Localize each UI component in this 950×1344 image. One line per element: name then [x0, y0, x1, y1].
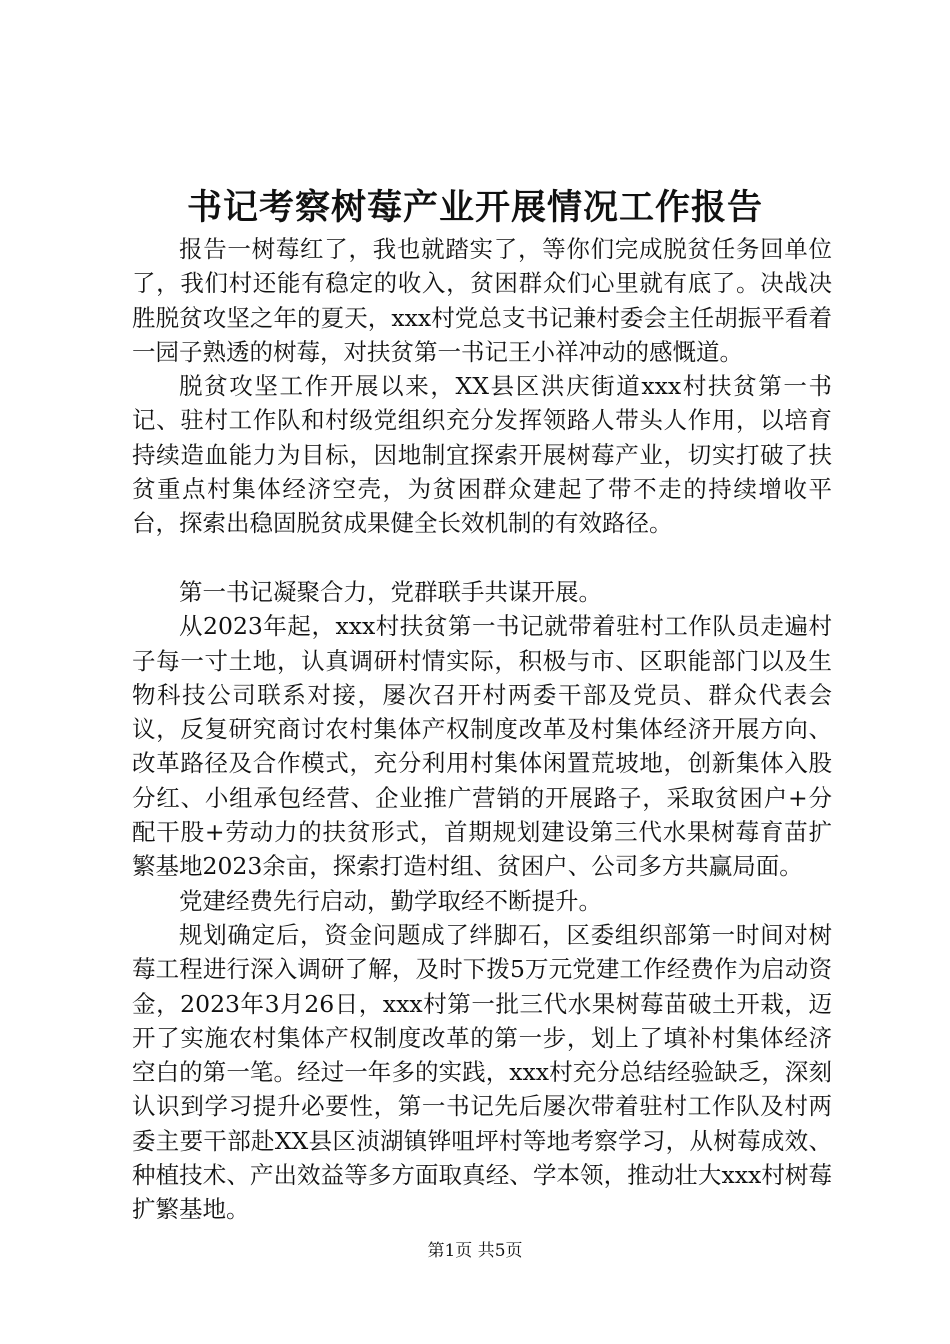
section-heading-1: 第一书记凝聚合力，党群联手共谋开展。	[179, 577, 602, 606]
document-title: 书记考察树莓产业开展情况工作报告	[186, 187, 763, 228]
paragraph-overview: 脱贫攻坚工作开展以来，XX县区洪庆街道xxx村扶贫第一书记、驻村工作队和村级党组织充分发挥领路人带头人作用，以培育持续造血能力为目标，因地制宜探索开展树莓产业，切实打破了扶贫重点村集体经济空壳，为贫困群众建起了带不走的持续增收平台，探索出稳固脱贫成果健全长效机制的有效路径。	[132, 372, 832, 538]
section-heading-2: 党建经费先行启动，勤学取经不断提升。	[179, 886, 602, 915]
paragraph-section-2: 规划确定后，资金问题成了绊脚石，区委组织部第一时间对树莓工程进行深入调研了解，及时下拨5万元党建工作经费作为启动资金，2023年3月26日，xxx村第一批三代水果树莓苗破土开栽，迈开了实施农村集体产权制度改革的第一步，划上了填补村集体经济空白的第一笔。经过一年多的实践，xxx村充分总结经验缺乏，深刻认识到学习提升必要性，第一书记先后屡次带着驻村工作队及村两委主要干部赴XX县区浈湖镇铧咀坪村等地考察学习，从树莓成效、种植技术、产出效益等多方面取真经、学本领，推动壮大xxx村树莓扩繁基地。	[132, 920, 832, 1224]
page-number-footer: 第1页 共5页	[427, 1241, 523, 1261]
paragraph-gap	[132, 541, 832, 575]
document-body	[132, 232, 832, 1227]
paragraph-intro: 报告一树莓红了，我也就踏实了，等你们完成脱贫任务回单位了，我们村还能有稳定的收入，贫困群众们心里就有底了。决战决胜脱贫攻坚之年的夏天，xxx村党总支书记兼村委会主任胡振平看着一园子熟透的树莓，对扶贫第一书记王小祥冲动的感慨道。	[132, 235, 832, 366]
paragraph-section-1: 从2023年起，xxx村扶贫第一书记就带着驻村工作队员走遍村子每一寸土地，认真调研村情实际，积极与市、区职能部门以及生物科技公司联系对接，屡次召开村两委干部及党员、群众代表会议，反复研究商讨农村集体产权制度改革及村集体经济开展方向、改革路径及合作模式，充分利用村集体闲置荒坡地，创新集体入股分红、小组承包经营、企业推广营销的开展路子，采取贫困户+分配干股+劳动力的扶贫形式，首期规划建设第三代水果树莓育苗扩繁基地2023余亩，探索打造村组、贫困户、公司多方共赢局面。	[132, 612, 832, 881]
